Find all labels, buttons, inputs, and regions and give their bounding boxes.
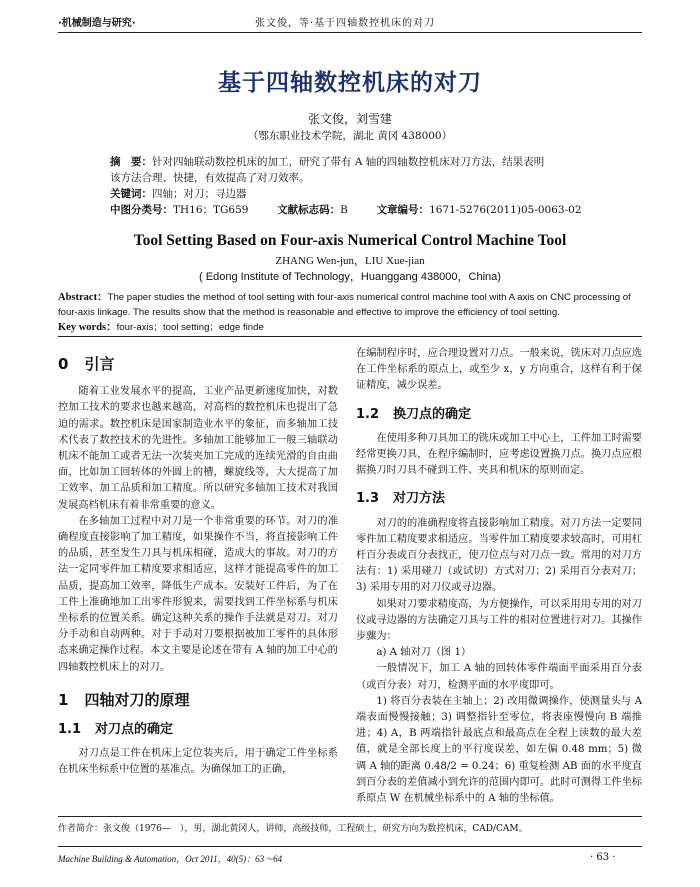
- paper-title-en: Tool Setting Based on Four-axis Numerical Control Machine Tool: [133, 232, 567, 249]
- footer-rule: [58, 846, 642, 847]
- abstract-cn-line1: 针对四轴联动数控机床的加工，研究了带有 A 轴的四轴数控机床对刀方法，结果表明: [152, 156, 545, 168]
- authors-cn: 张文俊，刘雪建: [307, 112, 392, 126]
- journal-citation: Machine Building & Automation，Oct 2011，40(5)：63～64: [58, 854, 283, 864]
- affiliation-cn: （鄂东职业技术学院，湖北 黄冈 438000）: [247, 130, 453, 142]
- clc-code: TH16；TG659: [173, 204, 249, 216]
- clc-label: 中图分类号：: [110, 204, 173, 216]
- header-rule: [58, 32, 642, 33]
- section-1-2-heading: [356, 407, 642, 423]
- a-axis-paragraph-1: 一般情况下，加工 A 轴的回转体零件端面平面采用百分表（或百分表）对刀，检测平面的水平度即可。: [356, 663, 642, 691]
- keywords-cn: 四轴；对刀；寻边器: [152, 188, 247, 200]
- intro-paragraph-1: 随着工业发展水平的提高，工业产品更新速度加快，对数控加工技术的要求也越来越高，对高档的数控机床也提出了急迫的需求。数控机床是国家制造业水平的象征，而多轴加工技术代表了数控技术的先进性。多轴加工能够加工一般三轴联动机床不能加工或者无法一次装夹加工完成的连续光滑的自由曲面，比如加工回转体的外圆上的槽，螺旋线等，大大提高了加工效率、加工品质和加工精度。所以研究多轴加工技术对我国发展高档机床有着非常重要的意义。: [58, 386, 338, 511]
- running-title: 张文俊，等·基于四轴数控机床的对刀: [255, 18, 436, 29]
- section-1-1-heading: [58, 722, 338, 738]
- section-1-2-title: 换刀点的确定: [393, 406, 472, 422]
- author-footnote: 作者简介：张文俊（1976— ），男，湖北黄冈人，讲师，高级技师，工程硕士，研究方向为数控机床，CAD/CAM。: [58, 824, 528, 834]
- abstract-en-text: The paper studies the method of tool setting with four-axis numerical control machine tool with A axis on CNC processing of four-axis linkage. The results show that the method is reasonable and effective to improve the efficiency of tool setting.: [58, 292, 631, 318]
- keywords-cn-label: 关键词：: [110, 188, 152, 200]
- article-number: 1671-5276(2011)05-0063-02: [429, 204, 582, 216]
- abstract-cn-label: 摘 要：: [110, 156, 152, 168]
- abstract-cn-line2: 该方法合理、快捷，有效提高了对刀效率。: [110, 172, 310, 184]
- section-0-title: 引言: [84, 355, 115, 373]
- section-1-title: 四轴对刀的原理: [84, 690, 190, 709]
- section-1-1-title: 对刀点的确定: [95, 722, 174, 738]
- footnote-rule: [58, 816, 642, 817]
- left-column: [58, 356, 338, 779]
- section-1-3-heading: [356, 491, 642, 507]
- section-1-2-number: 1.2: [356, 406, 380, 422]
- section-1-3-paragraph-2: 如果对刀要求精度高，为方便操作，可以采用用专用的对刀仪或寻边器的方法确定刀具与工件的相对位置进行对刀。其操作步骤为：: [356, 598, 642, 643]
- section-1-2-paragraph: 在使用多种刀具加工的铣床或加工中心上，工件加工时需要经常更换刀具，在程序编制时，应考虑设置换刀点。换刀点应根据换刀时刀具不碰到工件、夹具和机床的原则而定。: [356, 432, 642, 477]
- doc-code: B: [340, 204, 348, 216]
- paper-title-cn: 基于四轴数控机床的对刀: [218, 70, 482, 96]
- journal-section: ·机械制造与研究·: [58, 18, 136, 29]
- a-axis-paragraph-2: 1) 将百分表装在主轴上；2) 改用微调操作，使测量头与 A 端表面慢慢接触；3) 调整指针至零位，将表座慢慢向 B 端推进；4) A，B 两端指针最底点和最高点在全程上读数的最大差值，就是全部长度上的平行度误差，如左偏 0.48 mm；5) 微调 A 轴的距离 0.48/2 = 0.24；6) 重复检测 AB 面的水平度直到百分表的差值减小到允许的范围内即可。此时可测得工件坐标系原点 W 在机械坐标系中的 A 轴的坐标值。: [356, 695, 642, 805]
- abstract-cn: [110, 154, 590, 218]
- affiliation-en: ( Edong Institute of Technology，Huanggang 438000，China): [199, 271, 501, 283]
- doc-code-label: 文献标志码：: [277, 204, 341, 216]
- authors-en: ZHANG Wen-jun，LIU Xue-jian: [275, 255, 425, 267]
- article-number-label: 文章编号：: [376, 204, 430, 216]
- section-1-heading: [58, 692, 338, 708]
- section-1-3-paragraph-1: 对刀的的准确程度将直接影响加工精度。对刀方法一定要同零件加工精度要求相适应。当零件加工精度要求较高时，可用杠杆百分表或百分表找正，使刀位点与对刀点一致。常用的对刀方法有：1) 采用碰刀（或试切）方式对刀；2) 采用百分表对刀；3) 采用专用的对刀仪或寻边器。: [356, 517, 642, 594]
- section-0-heading: [58, 356, 338, 372]
- keywords-en-label: Key words：: [58, 322, 117, 333]
- keywords-en: four-axis；tool setting；edge finde: [116, 322, 264, 333]
- section-1-3-number: 1.3: [356, 491, 380, 507]
- section-1-number: 1: [58, 690, 69, 709]
- intro-paragraph-2: 在多轴加工过程中对刀是一个非常重要的环节。对刀的准确程度直接影响了加工精度，如果操作不当，将直接影响工件的品质，甚至发生刀具与机床相碰，造成大的事故。对刀的方法一定同零件加工精度要求相适应，这样才能提高零件的加工品质，提高加工效率，降低生产成本。安装好工件后，为了在工件上准确地加工出零件形貌来，需要找到工件坐标系与机床坐标系的位置关系。确定这种关系的操作手法就是对刀。对刀分手动和自动两种。对于手动对刀要根据被加工零件的具体形态来确定操作过程。本文主要是论述在带有 A 轴的加工中心的四轴数控机床上的对刀。: [58, 515, 338, 673]
- continued-paragraph: 在编制程序时，应合理设置对刀点。一般来说，铣床对刀点应选在工件坐标系的原点上，或至少 x，y 方向重合，这样有利于保证精度，减少误差。: [356, 348, 642, 392]
- abstract-en: [58, 290, 642, 335]
- abstract-rule: [58, 336, 642, 337]
- list-item-a: a) A 轴对刀（图 1）: [376, 647, 472, 659]
- section-1-1-paragraph: 对刀点是工件在机床上定位装夹后，用于确定工件坐标系在机床坐标系中位置的基准点。为确保加工的正确，: [58, 748, 338, 776]
- section-0-number: 0: [58, 355, 69, 373]
- abstract-en-label: Abstract：: [58, 292, 108, 303]
- section-1-1-number: 1.1: [58, 722, 82, 738]
- page-number: · 63 ·: [590, 852, 616, 863]
- classification-line: [110, 202, 590, 218]
- section-1-3-title: 对刀方法: [393, 491, 446, 507]
- right-column: [356, 346, 642, 807]
